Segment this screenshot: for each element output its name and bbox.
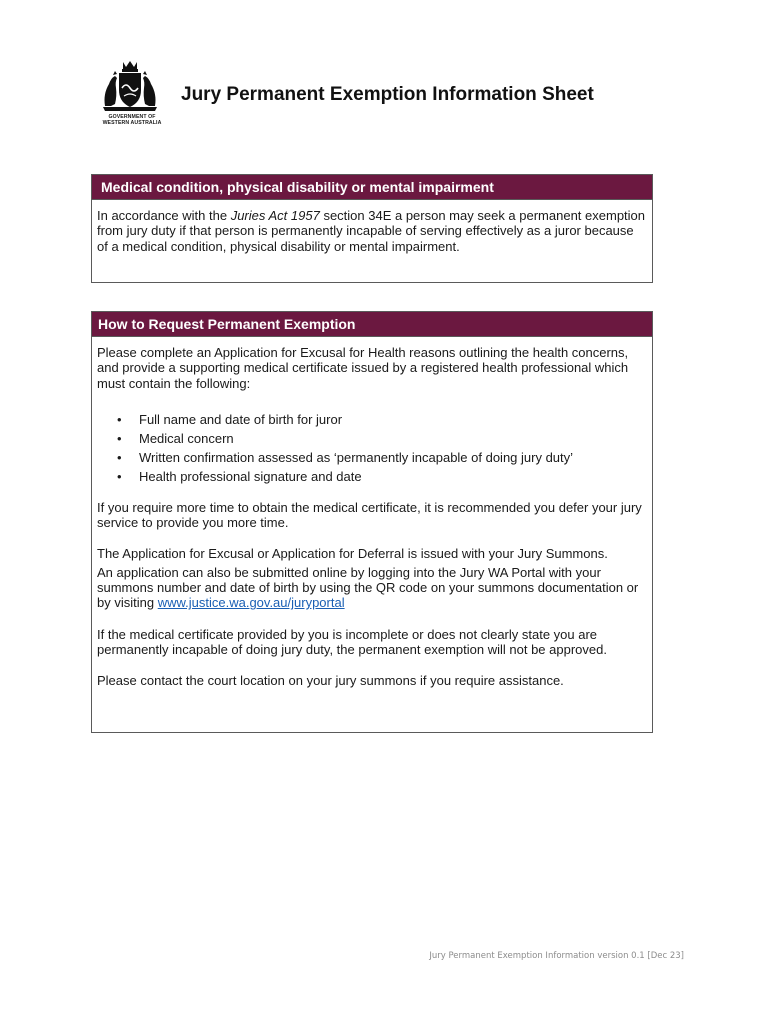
list-item: • Medical concern	[117, 430, 234, 446]
list-item: • Written confirmation assessed as ‘permanently incapable of doing jury duty’	[117, 449, 574, 465]
more-time-paragraph: If you require more time to obtain the medical certificate, it is recommended you defer your jury service to provide you more time.	[97, 499, 642, 531]
list-item: • Full name and date of birth for juror	[117, 411, 343, 427]
list-item: • Health professional signature and date	[117, 468, 362, 484]
section-body	[92, 200, 652, 254]
section-heading: How to Request Permanent Exemption	[92, 312, 652, 337]
certificate-requirements-list	[97, 412, 646, 484]
incomplete-paragraph: If the medical certificate provided by you is incomplete or does not clearly state you are permanently incapable of doing jury duty, the permanent exemption will not be approved.	[97, 626, 607, 657]
contact-paragraph: Please contact the court location on your jury summons if you require assistance.	[97, 673, 564, 689]
jury-portal-link[interactable]: www.justice.wa.gov.au/juryportal	[157, 595, 345, 611]
section-heading: Medical condition, physical disability or mental impairment	[92, 175, 652, 200]
summons-paragraph: The Application for Excusal or Application for Deferral is issued with your Jury Summons.	[97, 546, 608, 562]
government-logo-text: GOVERNMENT OF WESTERN AUSTRALIA	[102, 114, 162, 126]
act-name: Juries Act 1957	[230, 208, 320, 223]
bullet-icon: •	[117, 411, 122, 427]
bullet-icon: •	[117, 449, 122, 465]
footer-version: Jury Permanent Exemption Information version 0.1 [Dec 23]	[429, 951, 684, 961]
exemption-paragraph: In accordance with the Juries Act 1957 section 34E a person may seek a permanent exemption from jury duty if that person is permanently incapable of serving effectively as a juror because of a medical condition, physical disability or mental impairment.	[97, 208, 646, 254]
bullet-icon: •	[117, 430, 122, 446]
section-body	[92, 337, 652, 689]
online-paragraph: An application can also be submitted online by logging into the Jury WA Portal with your summons number and date of birth by using the QR code on your summons documentation or by visiting www.justice.wa.gov.au/juryportal	[97, 564, 639, 611]
section-medical-condition	[91, 174, 653, 283]
intro-paragraph: Please complete an Application for Excusal for Health reasons outlining the health concerns, and provide a supporting medical certificate issued by a registered health professional which must contain the following:	[97, 345, 629, 391]
section-how-to-request	[91, 311, 653, 733]
page-title: Jury Permanent Exemption Information Sheet	[181, 84, 594, 105]
bullet-icon: •	[117, 468, 122, 484]
